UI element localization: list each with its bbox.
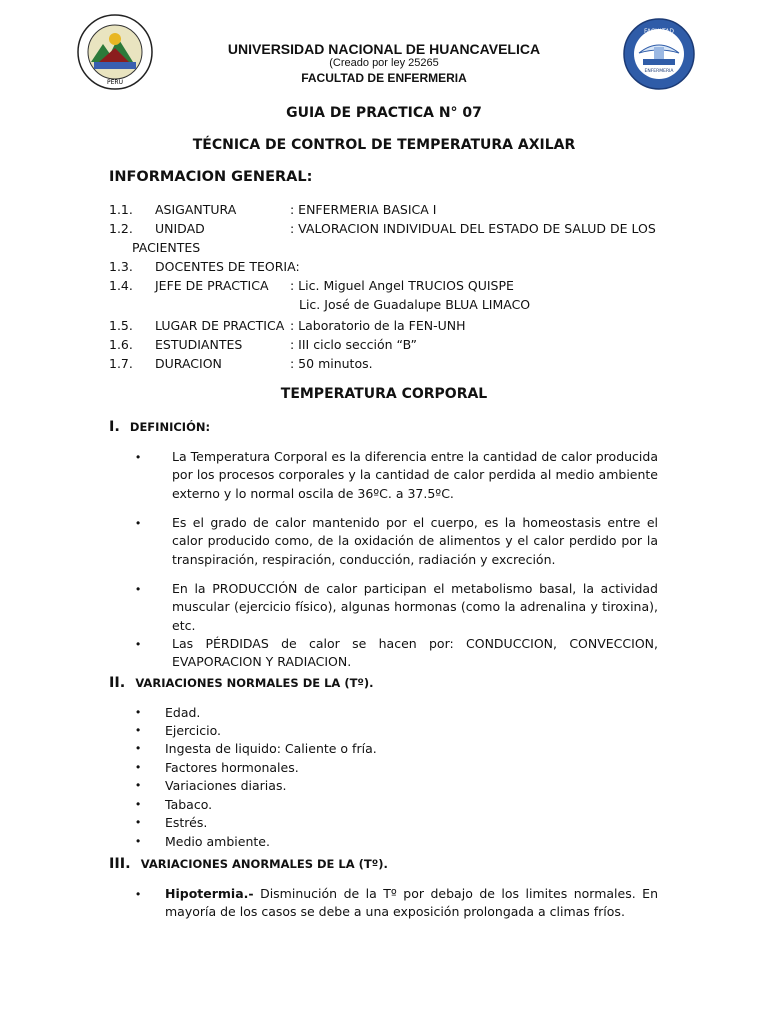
- info-num: 1.7.: [109, 356, 133, 371]
- document-subtitle: TÉCNICA DE CONTROL DE TEMPERATURA AXILAR: [192, 137, 576, 153]
- bullet-icon: •: [136, 834, 141, 848]
- list-item: Variaciones diarias.: [165, 778, 287, 793]
- info-value: : Lic. Miguel Angel TRUCIOS QUISPE: [290, 278, 514, 293]
- info-label: ESTUDIANTES: [155, 337, 243, 352]
- section-heading: [109, 853, 388, 872]
- info-row-continuation: [132, 240, 200, 255]
- creation-law: (Creado por ley 25265: [329, 57, 439, 69]
- logo-faculty-top: FACULTAD: [644, 28, 674, 35]
- info-value: : III ciclo sección “B”: [290, 337, 417, 352]
- section-heading-text: VARIACIONES NORMALES DE LA (Tº).: [135, 676, 374, 690]
- info-value: : ENFERMERIA BASICA I: [290, 202, 437, 217]
- section-heading: [109, 416, 210, 435]
- info-label: DOCENTES DE TEORIA:: [155, 259, 300, 274]
- abnormal-paragraph: [165, 885, 658, 922]
- university-name: UNIVERSIDAD NACIONAL DE HUANCAVELICA: [227, 41, 541, 57]
- info-value: : Laboratorio de la FEN-UNH: [290, 318, 466, 333]
- definition-paragraph: En la PRODUCCIÓN de calor participan el metabolismo basal, la actividad muscular (ejercicio físico), algunas hormonas (como la adrenalina y tiroxina), etc.: [172, 581, 658, 633]
- info-num: 1.6.: [109, 337, 133, 352]
- bullet-icon: •: [136, 705, 141, 719]
- info-label: LUGAR DE PRACTICA: [155, 318, 285, 333]
- definition-paragraph: La Temperatura Corporal es la diferencia entre la cantidad de calor producida por los procesos corporales y la cantidad de calor perdida al medio ambiente externo y lo normal oscila de 36ºC. a 37.5ºC.: [172, 449, 658, 501]
- logo-faculty-mid: ENFERMERIA: [644, 69, 674, 74]
- info-num: 1.4.: [109, 278, 133, 293]
- list-item: Edad.: [165, 705, 201, 720]
- list-item: Estrés.: [165, 815, 208, 830]
- section-heading-text: DEFINICIÓN:: [129, 420, 211, 434]
- faculty-name: FACULTAD DE ENFERMERIA: [301, 71, 467, 85]
- bullet-icon: •: [136, 450, 141, 464]
- section-roman: III.: [109, 856, 131, 872]
- definition-paragraph: Las PÉRDIDAS de calor se hacen por: CONDUCCION, CONVECCION, EVAPORACION Y RADIACION.: [172, 636, 658, 670]
- bullet-icon: •: [136, 516, 141, 530]
- section-roman: I.: [109, 419, 120, 435]
- abnormal-term: Hipotermia.-: [165, 886, 254, 901]
- section-roman: II.: [109, 675, 126, 691]
- list-item: Ejercicio.: [165, 723, 222, 738]
- info-value-continuation: PACIENTES: [132, 240, 201, 255]
- bullet-icon: •: [136, 815, 141, 829]
- section-title: TEMPERATURA CORPORAL: [280, 386, 488, 402]
- info-num: 1.3.: [109, 259, 133, 274]
- definition-paragraph: Es el grado de calor mantenido por el cuerpo, es la homeostasis entre el calor producido como, de la oxidación de alimentos y el calor perdido por la transpiración, respiración, conducción, radiación y excreción.: [172, 515, 658, 567]
- list-item: Ingesta de liquido: Caliente o fría.: [165, 741, 377, 756]
- list-item: Tabaco.: [165, 797, 213, 812]
- info-value: : 50 minutos.: [290, 356, 373, 371]
- section-heading: [109, 672, 374, 691]
- logo-peru-text: PERU: [107, 79, 123, 86]
- list-item: Factores hormonales.: [165, 760, 299, 775]
- info-label: DURACION: [155, 356, 222, 371]
- bullet-icon: •: [136, 778, 141, 792]
- bullet-icon: •: [136, 741, 141, 755]
- section-heading-text: VARIACIONES ANORMALES DE LA (Tº).: [140, 857, 388, 871]
- info-num: 1.2.: [109, 221, 133, 236]
- info-num: 1.5.: [109, 318, 133, 333]
- info-num: 1.1.: [109, 202, 133, 217]
- info-value-continuation: Lic. José de Guadalupe BLUA LIMACO: [299, 297, 531, 312]
- bullet-icon: •: [136, 637, 141, 651]
- document-title: GUIA DE PRACTICA N° 07: [286, 105, 482, 121]
- bullet-icon: •: [136, 760, 141, 774]
- bullet-icon: •: [136, 887, 141, 901]
- bullet-icon: •: [136, 797, 141, 811]
- info-label: JEFE DE PRACTICA: [155, 278, 269, 293]
- bullet-icon: •: [136, 723, 141, 737]
- abnormal-text: Disminución de la Tº por debajo de los limites normales. En mayoría de los casos se debe a una exposición prolongada a climas fríos.: [165, 886, 658, 920]
- info-value: : VALORACION INDIVIDUAL DEL ESTADO DE SALUD DE LOS: [290, 221, 656, 236]
- info-label: UNIDAD: [155, 221, 205, 236]
- list-item: Medio ambiente.: [165, 834, 270, 849]
- bullet-icon: •: [136, 582, 141, 596]
- info-label: ASIGANTURA: [155, 202, 237, 217]
- info-row-continuation: [299, 297, 530, 312]
- info-heading: INFORMACION GENERAL:: [109, 169, 313, 185]
